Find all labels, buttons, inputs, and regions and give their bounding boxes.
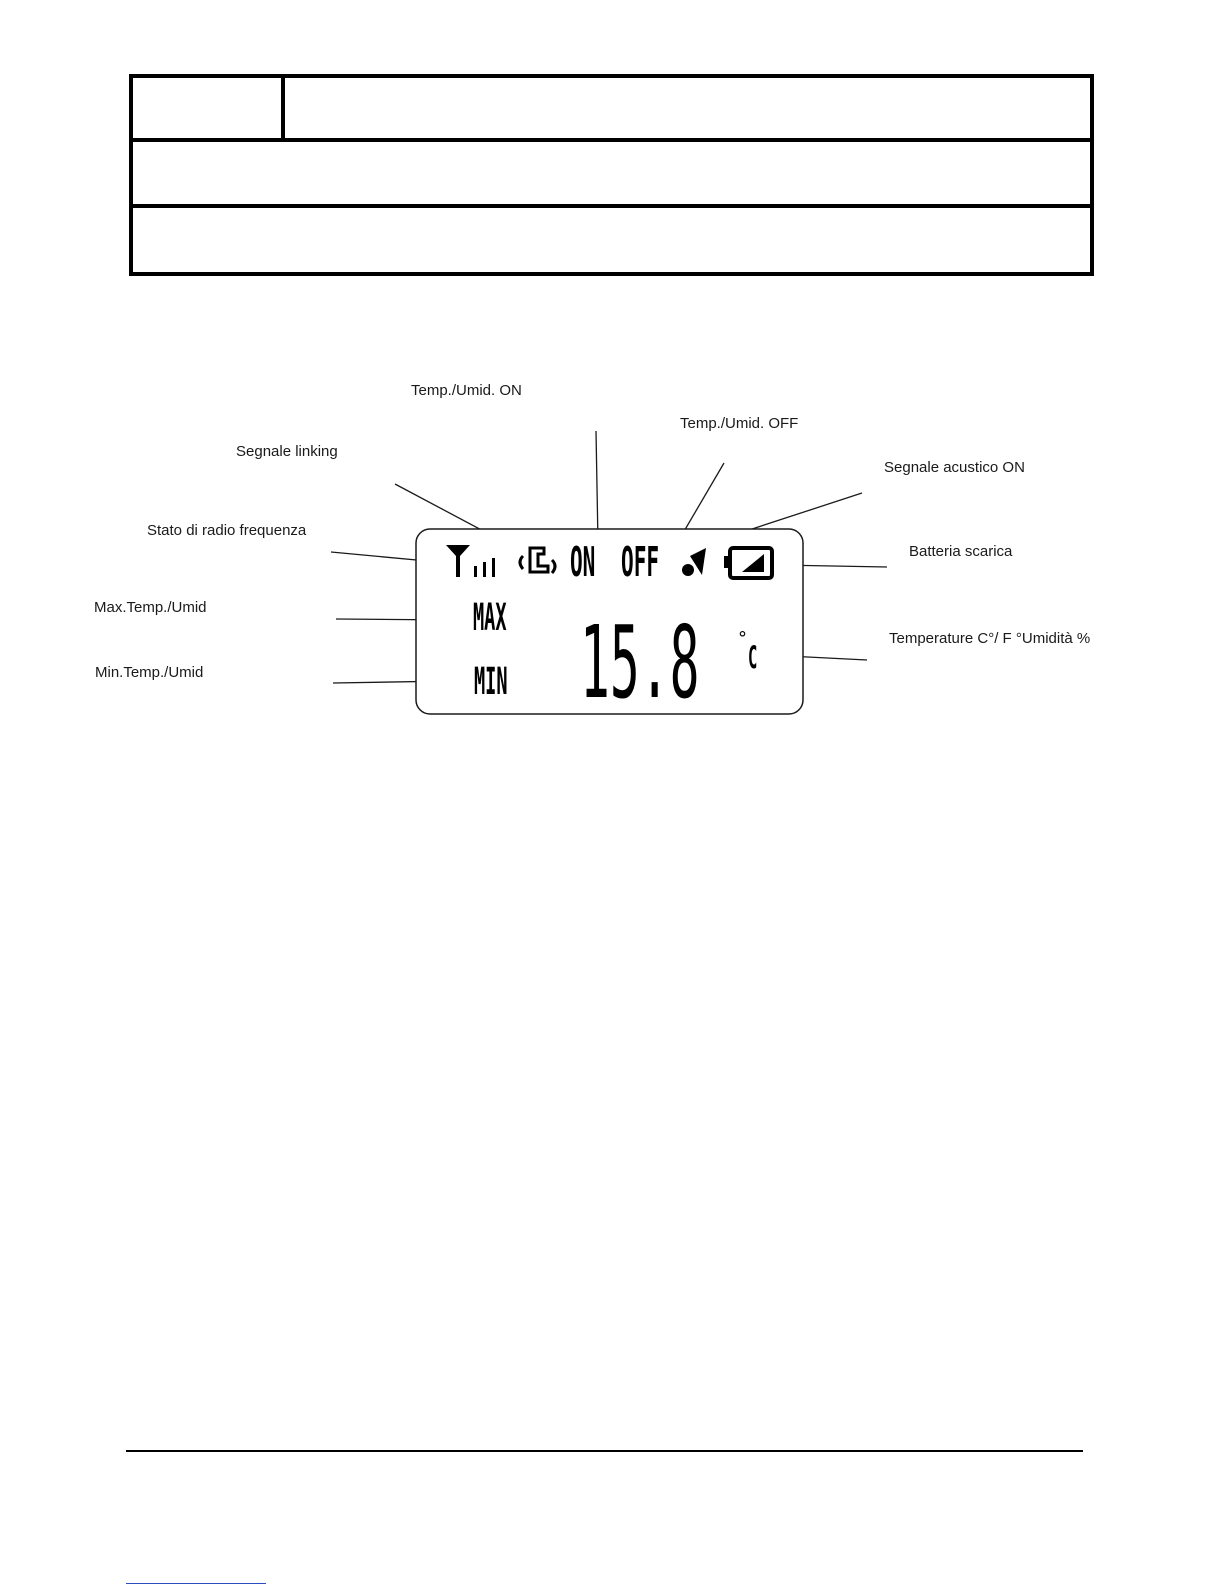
footer-link-underline — [126, 1583, 266, 1584]
label-temp-off: Temp./Umid. OFF — [680, 415, 799, 432]
footer-rule — [126, 1450, 1083, 1452]
lcd-min-text: MIN — [474, 659, 508, 703]
lcd-unit: C — [748, 638, 758, 676]
label-max: Max.Temp./Umid — [94, 599, 207, 616]
label-linking: Segnale linking — [236, 443, 338, 460]
lcd-off-text: OFF — [621, 538, 660, 587]
lcd-max-text: MAX — [473, 595, 507, 639]
label-battery: Batteria scarica — [909, 543, 1013, 560]
lcd-reading: 15.8 — [580, 604, 700, 722]
leader-temp-on — [596, 431, 598, 543]
label-acoustic: Segnale acustico ON — [884, 459, 1025, 476]
lcd-on-text: ON — [570, 538, 596, 587]
label-radio: Stato di radio frequenza — [147, 522, 307, 539]
lcd-degree-symbol: ° — [738, 628, 747, 649]
label-units: Temperature C°/ F °Umidità % — [889, 630, 1091, 647]
label-temp-on: Temp./Umid. ON — [411, 382, 522, 399]
label-min: Min.Temp./Umid — [95, 664, 204, 681]
